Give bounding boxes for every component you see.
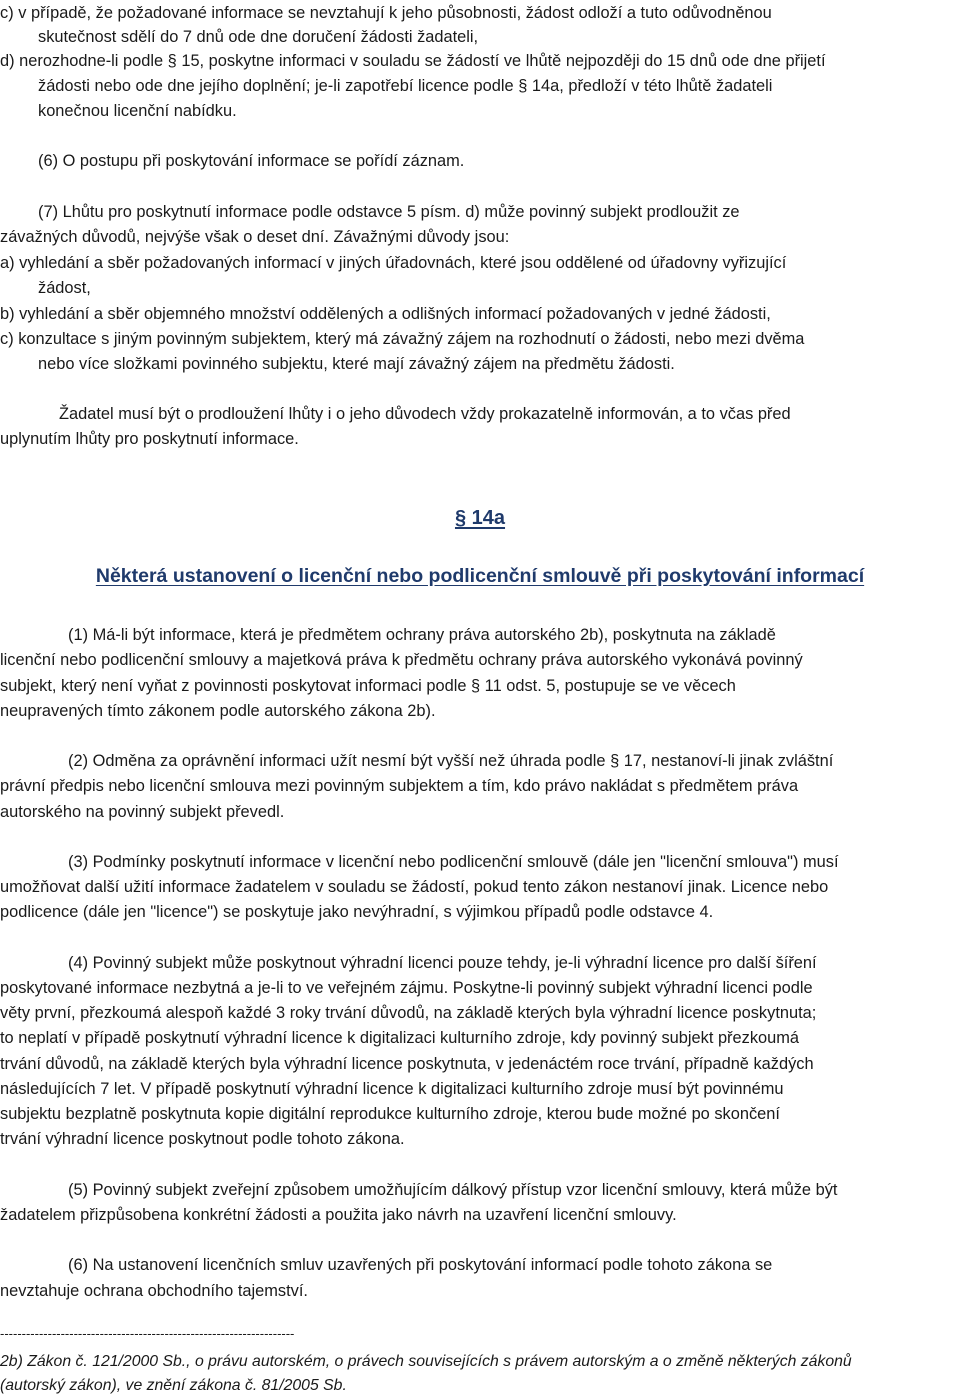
section-para-3-line-2: umožňovat další užití informace žadatelem v souladu se žádostí, pokud tento zákon nestanoví jinak. Licence nebo <box>0 878 829 896</box>
section-para-4-line-4: to neplatí v případě poskytnutí výhradní licence k digitalizaci kulturního zdroje, kdy povinný subjekt přezkoumá <box>0 1029 800 1047</box>
footnote-separator: -------------------------------------------------------------------- <box>0 1326 295 1341</box>
footnote-line-1: 2b) Zákon č. 121/2000 Sb., o právu autorském, o právech souvisejících s právem autorským a o změně některých zákonů <box>0 1353 852 1370</box>
section-para-2-line-3: autorského na povinný subjekt převedl. <box>0 803 285 821</box>
section-para-1-line-2: licenční nebo podlicenční smlouvy a majetková práva k předmětu ochrany práva autorského vykonává povinný <box>0 651 803 669</box>
section-para-1-line-3: subjekt, který není vyňat z povinnosti poskytovat informaci podle § 11 odst. 5, postupuje se ve věcech <box>0 677 736 695</box>
item-c-line-1: c) v případě, že požadované informace se nevztahují k jeho působnosti, žádost odloží a tuto odůvodněnou <box>0 4 772 22</box>
section-para-5-line-2: žadatelem přizpůsobena konkrétní žádosti a použita jako návrh na uzavření licenční smlouvy. <box>0 1206 677 1224</box>
item-c-line-2: skutečnost sdělí do 7 dnů ode dne doručení žádosti žadateli, <box>38 28 479 46</box>
reason-b: b) vyhledání a sběr objemného množství oddělených a odlišných informací požadovaných v jedné žádosti, <box>0 305 771 323</box>
section-para-4-line-3: věty první, přezkoumá alespoň každé 3 roky trvání důvodů, na základě kterých byla výhradní licence poskytnuta; <box>0 1004 817 1022</box>
paragraph-7-line-2: závažných důvodů, nejvýše však o deset dní. Závažnými důvody jsou: <box>0 228 510 246</box>
section-para-4-line-8: trvání výhradní licence poskytnout podle tohoto zákona. <box>0 1130 405 1148</box>
item-d-line-2: žádosti nebo ode dne jejího doplnění; je-li zapotřebí licence podle § 14a, předloží v této lhůtě žadateli <box>38 77 773 95</box>
reason-c-line-2: nebo více složkami povinného subjektu, které mají závažný zájem na předmětu žádosti. <box>38 355 675 373</box>
section-para-3-line-1: (3) Podmínky poskytnutí informace v licenční nebo podlicenční smlouvě (dále jen "licenční smlouva") musí <box>68 853 839 871</box>
section-number: § 14a <box>454 507 506 529</box>
section-para-3-line-3: podlicence (dále jen "licence") se poskytuje jako nevýhradní, s výjimkou případů podle odstavce 4. <box>0 903 714 921</box>
reason-a-line-2: žádost, <box>38 279 91 297</box>
footnote-line-2: (autorský zákon), ve znění zákona č. 81/2005 Sb. <box>0 1377 347 1394</box>
section-para-5-line-1: (5) Povinný subjekt zveřejní způsobem umožňujícím dálkový přístup vzor licenční smlouvy, která může být <box>68 1181 838 1199</box>
section-para-6-line-2: nevztahuje ochrana obchodního tajemství. <box>0 1282 308 1300</box>
paragraph-6: (6) O postupu při poskytování informace se pořídí záznam. <box>38 152 465 170</box>
paragraph-7-line-1: (7) Lhůtu pro poskytnutí informace podle odstavce 5 písm. d) může povinný subjekt prodloužit ze <box>38 203 740 221</box>
notice-line-2: uplynutím lhůty pro poskytnutí informace. <box>0 430 299 448</box>
section-para-4-line-6: následujících 7 let. V případě poskytnutí výhradní licence k digitalizaci kulturního zdroje musí být povinnému <box>0 1080 784 1098</box>
section-para-2-line-1: (2) Odměna za oprávnění informaci užít nesmí být vyšší než úhrada podle § 17, nestanoví-li jinak zvláštní <box>68 752 834 770</box>
section-para-6-line-1: (6) Na ustanovení licenčních smluv uzavřených při poskytování informací podle tohoto zákona se <box>68 1256 773 1274</box>
section-para-4-line-1: (4) Povinný subjekt může poskytnout výhradní licenci pouze tehdy, je-li výhradní licence pro další šíření <box>68 954 817 972</box>
section-para-1-line-4: neupravených tímto zákonem podle autorského zákona 2b). <box>0 702 436 720</box>
section-para-4-line-7: subjektu bezplatně poskytnuta kopie digitální reprodukce kulturního zdroje, kterou bude možné po skončení <box>0 1105 780 1123</box>
section-para-1-line-1: (1) Má-li být informace, která je předmětem ochrany práva autorského 2b), poskytnuta na základě <box>68 626 776 644</box>
item-d-line-3: konečnou licenční nabídku. <box>38 102 237 120</box>
section-para-4-line-2: poskytované informace nezbytná a je-li to ve veřejném zájmu. Poskytne-li povinný subjekt výhradní licenci podle <box>0 979 813 997</box>
notice-line-1: Žadatel musí být o prodloužení lhůty i o jeho důvodech vždy prokazatelně informován, a to včas před <box>59 405 791 423</box>
section-title: Některá ustanovení o licenční nebo podlicenční smlouvě při poskytování informací <box>95 565 865 587</box>
section-para-2-line-2: právní předpis nebo licenční smlouva mezi povinným subjektem a tím, kdo právo nakládat s předmětem práva <box>0 777 799 795</box>
item-d-line-1: d) nerozhodne-li podle § 15, poskytne informaci v souladu se žádostí ve lhůtě nejpozději do 15 dnů ode dne přijetí <box>0 52 826 70</box>
reason-c-line-1: c) konzultace s jiným povinným subjektem, který má závažný zájem na rozhodnutí o žádosti, nebo mezi dvěma <box>0 330 805 348</box>
section-para-4-line-5: trvání důvodů, na základě kterých byla výhradní licence poskytnuta, v jedenáctém roce trvání, případně každých <box>0 1055 814 1073</box>
reason-a-line-1: a) vyhledání a sběr požadovaných informací v jiných úřadovnách, které jsou oddělené od úřadovny vyřizující <box>0 254 787 272</box>
